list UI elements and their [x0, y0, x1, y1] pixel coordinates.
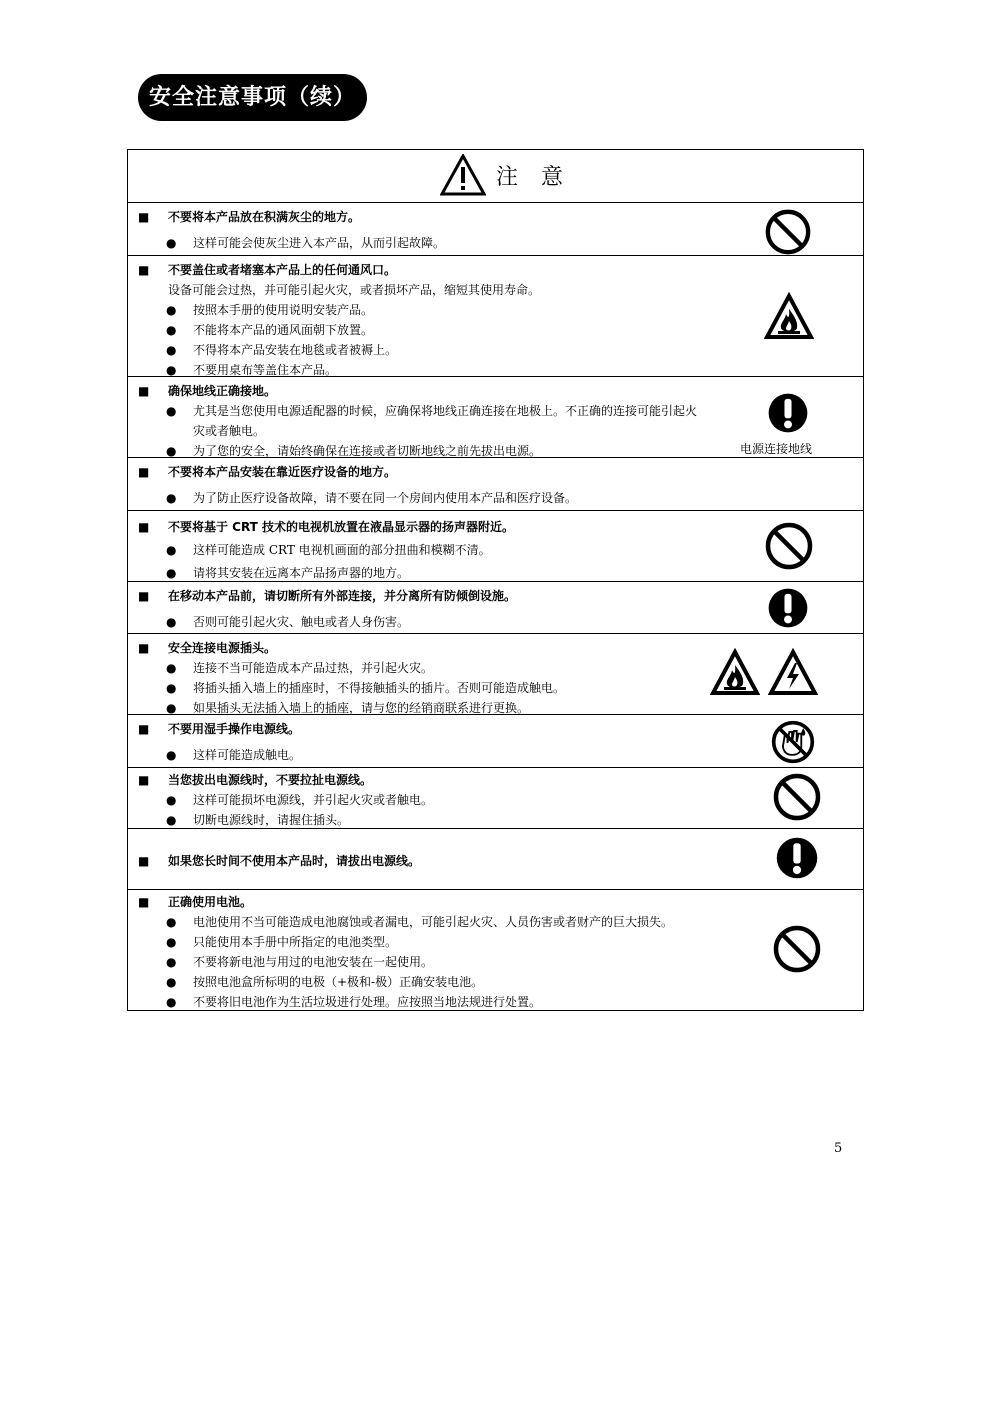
row-title: 不要用湿手操作电源线。	[168, 722, 301, 736]
square-bullet: ■	[138, 210, 150, 224]
round-bullet: ●	[166, 748, 177, 762]
row-item: 为了您的安全，请始终确保在连接或者切断地线之前先拔出电源。	[193, 444, 542, 458]
round-bullet: ●	[166, 566, 177, 580]
caution-row	[128, 256, 863, 377]
row-item: 这样可能造成 CRT 电视机画面的部分扭曲和模糊不清。	[193, 543, 491, 557]
round-bullet: ●	[166, 701, 177, 715]
row-item: 否则可能引起火灾、触电或者人身伤害。	[193, 615, 410, 629]
square-bullet: ■	[138, 722, 150, 736]
round-bullet: ●	[166, 491, 177, 505]
round-bullet: ●	[166, 404, 177, 418]
caution-row	[128, 582, 863, 634]
caution-row	[128, 768, 863, 829]
row-item: 将插头插入墙上的插座时，不得接触插头的插片。否则可能造成触电。	[193, 681, 566, 695]
round-bullet: ●	[166, 363, 177, 377]
mandatory-icon	[766, 586, 810, 630]
row-title: 不要将本产品安装在靠近医疗设备的地方。	[168, 465, 397, 479]
round-bullet: ●	[166, 975, 177, 989]
row-title: 如果您长时间不使用本产品时，请拔出电源线。	[168, 854, 421, 868]
row-item: 不要将新电池与用过的电池安装在一起使用。	[193, 955, 434, 969]
row-title: 在移动本产品前，请切断所有外部连接，并分离所有防倾倒设施。	[168, 589, 517, 603]
square-bullet: ■	[138, 773, 150, 787]
row-item: 按照本手册的使用说明安装产品。	[193, 303, 374, 317]
round-bullet: ●	[166, 681, 177, 695]
round-bullet: ●	[166, 543, 177, 557]
row-title: 不要将基于 CRT 技术的电视机放置在液晶显示器的扬声器附近。	[168, 520, 515, 534]
round-bullet: ●	[166, 915, 177, 929]
caution-row	[128, 511, 863, 582]
row-item: 这样可能损坏电源线，并引起火灾或者触电。	[193, 793, 434, 807]
round-bullet: ●	[166, 995, 177, 1009]
row-item: 连接不当可能造成本产品过热，并引起火灾。	[193, 661, 434, 675]
square-bullet: ■	[138, 589, 150, 603]
round-bullet: ●	[166, 935, 177, 949]
prohibited-icon	[764, 208, 812, 256]
square-bullet: ■	[138, 520, 150, 534]
row-item: 设备可能会过热，并可能引起火灾，或者损坏产品，缩短其使用寿命。	[168, 283, 541, 297]
round-bullet: ●	[166, 661, 177, 675]
row-item: 不得将本产品安装在地毯或者被褥上。	[193, 343, 398, 357]
row-item: 不能将本产品的通风面朝下放置。	[193, 323, 374, 337]
square-bullet: ■	[138, 854, 150, 868]
fire-warning-icon	[764, 292, 814, 342]
row-title: 确保地线正确接地。	[168, 384, 277, 398]
round-bullet: ●	[166, 813, 177, 827]
square-bullet: ■	[138, 465, 150, 479]
round-bullet: ●	[166, 323, 177, 337]
row-item: 这样可能会使灰尘进入本产品，从而引起故障。	[193, 236, 446, 250]
no-wet-hands-icon	[770, 719, 816, 765]
page-number: 5	[834, 1141, 843, 1156]
square-bullet: ■	[138, 384, 150, 398]
prohibited-icon	[764, 521, 814, 571]
round-bullet: ●	[166, 955, 177, 969]
prohibited-icon	[772, 772, 822, 822]
round-bullet: ●	[166, 303, 177, 317]
mandatory-icon	[766, 391, 810, 435]
row-title: 不要将本产品放在积满灰尘的地方。	[168, 210, 361, 224]
row-item: 灾或者触电。	[193, 424, 266, 438]
row-title: 不要盖住或者堵塞本产品上的任何通风口。	[168, 263, 397, 277]
round-bullet: ●	[166, 236, 177, 250]
caution-row	[128, 715, 863, 768]
caution-table	[127, 149, 864, 1011]
row-item: 电池使用不当可能造成电池腐蚀或者漏电，可能引起火灾、人员伤害或者财产的巨大损失。	[193, 915, 674, 929]
caution-row	[128, 203, 863, 256]
square-bullet: ■	[138, 263, 150, 277]
caution-row	[128, 890, 863, 1010]
round-bullet: ●	[166, 615, 177, 629]
row-title: 安全连接电源插头。	[168, 641, 277, 655]
square-bullet: ■	[138, 641, 150, 655]
row-item: 尤其是当您使用电源适配器的时候，应确保将地线正确连接在地极上。不正确的连接可能引起火	[193, 404, 698, 418]
mandatory-icon	[774, 835, 820, 881]
row-item: 为了防止医疗设备故障，请不要在同一个房间内使用本产品和医疗设备。	[193, 491, 578, 505]
row-item: 不要将旧电池作为生活垃圾进行处理。应按照当地法规进行处置。	[193, 995, 542, 1009]
caution-title: 注 意	[496, 165, 571, 190]
caution-row	[128, 829, 863, 890]
square-bullet: ■	[138, 895, 150, 909]
caution-row	[128, 634, 863, 715]
row-item: 不要用桌布等盖住本产品。	[193, 363, 338, 377]
row-item: 只能使用本手册中所指定的电池类型。	[193, 935, 398, 949]
row-item: 这样可能造成触电。	[193, 748, 302, 762]
caution-row	[128, 458, 863, 511]
fire-warning-icon	[710, 648, 760, 698]
caution-header	[128, 150, 863, 203]
row-title: 当您拔出电源线时，不要拉扯电源线。	[168, 773, 373, 787]
prohibited-icon	[772, 924, 822, 974]
round-bullet: ●	[166, 793, 177, 807]
section-header: 安全注意事项（续）	[138, 74, 367, 121]
electric-shock-warning-icon	[768, 648, 818, 698]
warning-triangle-icon	[440, 154, 486, 196]
row-item: 按照电池盒所标明的电极（+极和-极）正确安装电池。	[193, 975, 484, 989]
row-item: 切断电源线时，请握住插头。	[193, 813, 350, 827]
row-item: 请将其安装在远离本产品扬声器的地方。	[193, 566, 410, 580]
caution-row	[128, 377, 863, 458]
round-bullet: ●	[166, 343, 177, 357]
row-item: 如果插头无法插入墙上的插座，请与您的经销商联系进行更换。	[193, 701, 530, 715]
row-title: 正确使用电池。	[168, 895, 253, 909]
round-bullet: ●	[166, 444, 177, 458]
icon-caption: 电源连接地线	[740, 442, 813, 456]
